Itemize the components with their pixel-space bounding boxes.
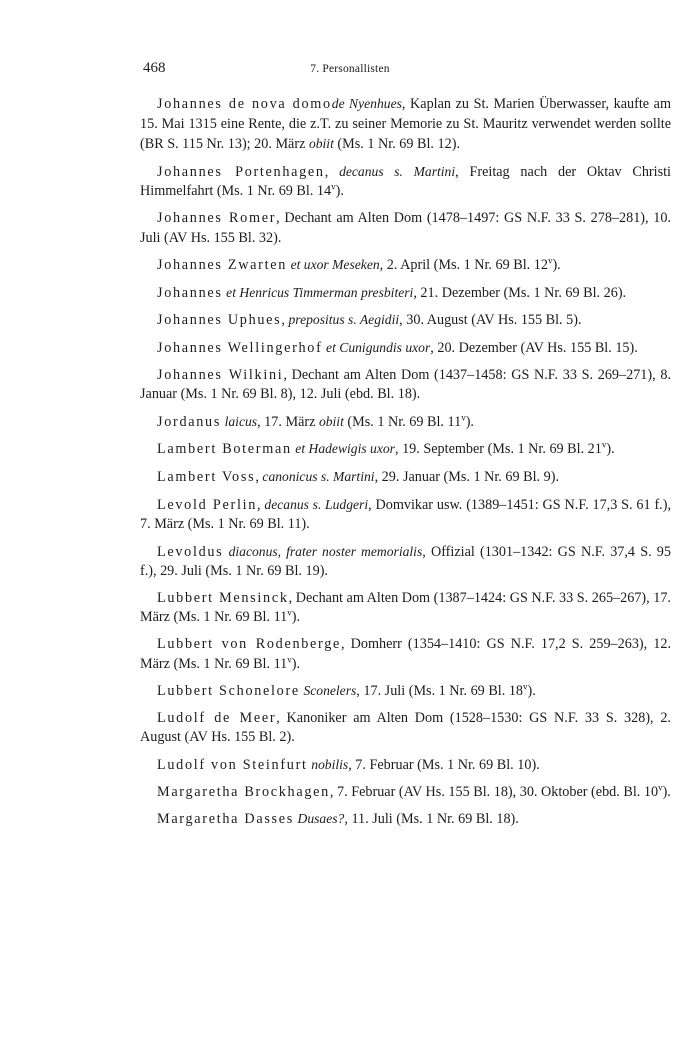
register-entry xyxy=(140,755,671,776)
entry-list xyxy=(140,94,671,837)
register-entry xyxy=(140,439,671,460)
entry-text: , Kanoniker am Alten Dom (1528–1530: GS N.F. 33 S. 328), 2. August (AV Hs. 155 Bl. 2). xyxy=(140,709,671,746)
entry-name: Margaretha Brockhagen xyxy=(157,783,330,800)
entry-verso-mark: v xyxy=(547,255,553,266)
entry-name: Ludolf von Steinfurt xyxy=(157,757,308,774)
entry-text: ). xyxy=(527,683,536,700)
register-entry xyxy=(140,635,671,674)
entry-name: Johannes Zwarten xyxy=(157,257,288,274)
register-entry xyxy=(140,366,671,405)
entry-verso-mark: v xyxy=(601,439,607,450)
entry-name: Lambert Boterman xyxy=(157,441,292,458)
entry-name: Johannes Wilkini xyxy=(157,366,284,383)
entry-verso-mark: v xyxy=(331,181,336,192)
register-entry xyxy=(140,809,671,830)
entry-text: , xyxy=(257,496,265,513)
register-entry xyxy=(140,542,671,582)
entry-latin-term: decanus s. Martini xyxy=(339,163,456,179)
entry-name: Lambert Voss xyxy=(157,468,256,485)
entry-latin-term: et Cunigundis uxor xyxy=(326,339,431,355)
entry-name: Johannes Wellingerhof xyxy=(157,339,323,356)
register-entry xyxy=(140,589,671,628)
entry-latin-term: canonicus s. Martini xyxy=(262,468,375,484)
entry-text: , Kaplan zu St. Marien Überwasser, kaufte am 15. Mai 1315 eine Rente, die z.T. zu seiner Memorie zu St. Mauritz verwendet werden sollte (BR S. 115 Nr. 13); 20. März xyxy=(140,96,672,153)
entry-text: ). xyxy=(552,257,561,274)
entry-verso-mark: v xyxy=(658,781,663,792)
entry-text: , Dechant am Alten Dom (1478–1497: GS N.F. 33 S. 278–281), 10. Juli (AV Hs. 155 Bl. 32). xyxy=(140,209,671,246)
entry-text: , 17. Juli (Ms. 1 Nr. 69 Bl. 18 xyxy=(356,683,524,700)
entry-name: Johannes xyxy=(157,284,223,301)
entry-latin-term: obiit xyxy=(308,136,334,152)
entry-name: Lubbert von Rodenberge xyxy=(157,636,342,653)
entry-text: , 21. Dezember (Ms. 1 Nr. 69 Bl. 26). xyxy=(413,284,627,301)
entry-text: , 19. September (Ms. 1 Nr. 69 Bl. 21 xyxy=(394,441,602,458)
register-entry xyxy=(140,162,671,202)
entry-verso-mark: v xyxy=(461,411,466,422)
entry-text: , 30. August (AV Hs. 155 Bl. 5). xyxy=(399,312,582,329)
entry-latin-term: Sconelers xyxy=(303,683,357,699)
running-head: 7. Personallisten xyxy=(310,63,390,75)
entry-text: , Offizial (1301–1342: GS N.F. 37,4 S. 95 f.), 29. Juli (Ms. 1 Nr. 69 Bl. 19). xyxy=(140,543,671,580)
entry-latin-term: decanus s. Ludgeri xyxy=(264,496,369,512)
register-entry xyxy=(140,310,671,331)
register-entry xyxy=(140,681,671,702)
entry-text: , 17. März xyxy=(257,413,319,430)
entry-latin-term: diaconus, frater noster memorialis xyxy=(228,543,423,559)
entry-latin-term: de Nyenhues xyxy=(331,96,402,111)
entry-verso-mark: v xyxy=(287,653,292,664)
register-entry xyxy=(140,709,671,748)
page-number: 468 xyxy=(143,60,166,76)
entry-name: Levold Perlin xyxy=(157,496,258,513)
entry-text: , 7. Februar (AV Hs. 155 Bl. 18), 30. Oktober (ebd. Bl. 10 xyxy=(329,783,659,800)
register-entry xyxy=(140,495,671,535)
entry-name: Lubbert Schonelore xyxy=(157,683,300,700)
entry-text: , Freitag nach der Oktav Christi Himmelfahrt (Ms. 1 Nr. 69 Bl. 14 xyxy=(140,163,671,200)
entry-text: , Dechant am Alten Dom (1437–1458: GS N.F. 33 S. 269–271), 8. Januar (Ms. 1 Nr. 69 Bl. 8), 12. Juli (ebd. Bl. 18). xyxy=(140,366,671,403)
entry-verso-mark: v xyxy=(523,681,528,692)
entry-text: ). xyxy=(465,413,474,430)
register-entry xyxy=(140,338,671,359)
entry-text: ). xyxy=(662,783,671,800)
entry-latin-term: obiit xyxy=(318,413,344,429)
register-entry xyxy=(140,209,671,248)
register-entry xyxy=(140,783,671,803)
entry-latin-term: prepositus s. Aegidii xyxy=(288,312,400,328)
entry-latin-term: Dusaes? xyxy=(297,811,345,827)
entry-text: ). xyxy=(335,183,344,200)
entry-text: , 2. April (Ms. 1 Nr. 69 Bl. 12 xyxy=(379,257,548,274)
entry-text: , 11. Juli (Ms. 1 Nr. 69 Bl. 18). xyxy=(344,811,519,828)
register-entry xyxy=(140,283,671,304)
entry-text: , xyxy=(255,468,263,485)
entry-name: Johannes Portenhagen xyxy=(157,163,325,180)
entry-text: ). xyxy=(291,655,301,672)
entry-verso-mark: v xyxy=(287,607,292,618)
entry-text: ). xyxy=(606,441,615,458)
entry-name: Johannes de nova domo xyxy=(157,96,332,112)
entry-name: Levoldus xyxy=(157,543,224,560)
entry-text: (Ms. 1 Nr. 69 Bl. 11 xyxy=(343,413,462,430)
register-entry xyxy=(140,255,671,276)
entry-latin-term: nobilis xyxy=(311,757,349,773)
register-entry xyxy=(140,467,671,488)
entry-name: Margaretha Dasses xyxy=(157,811,294,828)
entry-latin-term: laicus xyxy=(224,413,258,429)
entry-text: , 29. Januar (Ms. 1 Nr. 69 Bl. 9). xyxy=(374,468,559,485)
register-entry xyxy=(140,412,671,433)
entry-text: , 7. Februar (Ms. 1 Nr. 69 Bl. 10). xyxy=(348,757,540,774)
entry-text: , xyxy=(281,312,289,329)
register-entry xyxy=(140,94,671,155)
entry-name: Jordanus xyxy=(157,413,222,430)
entry-text: , 20. Dezember (AV Hs. 155 Bl. 15). xyxy=(430,339,638,356)
entry-name: Ludolf de Meer xyxy=(157,709,277,726)
entry-text: ). xyxy=(291,609,301,626)
entry-name: Johannes Romer xyxy=(157,209,277,226)
entry-text: (Ms. 1 Nr. 69 Bl. 12). xyxy=(333,136,460,153)
entry-name: Lubbert Mensinck xyxy=(157,589,289,606)
entry-name: Johannes Uphues xyxy=(157,312,282,329)
entry-text: , Domvikar usw. (1389–1451: GS N.F. 17,3 S. 61 f.), 7. März (Ms. 1 Nr. 69 Bl. 11). xyxy=(140,496,671,533)
entry-latin-term: et Henricus Timmerman presbiteri xyxy=(226,284,414,300)
entry-text: , xyxy=(324,163,340,180)
entry-text: , Dechant am Alten Dom (1387–1424: GS N.F. 33 S. 265–267), 17. März (Ms. 1 Nr. 69 Bl. 11 xyxy=(140,589,671,626)
entry-latin-term: et Hadewigis uxor xyxy=(295,441,395,457)
entry-text: , Domherr (1354–1410: GS N.F. 17,2 S. 259–263), 12. März (Ms. 1 Nr. 69 Bl. 11 xyxy=(140,636,671,672)
entry-latin-term: et uxor Meseken xyxy=(290,257,380,273)
